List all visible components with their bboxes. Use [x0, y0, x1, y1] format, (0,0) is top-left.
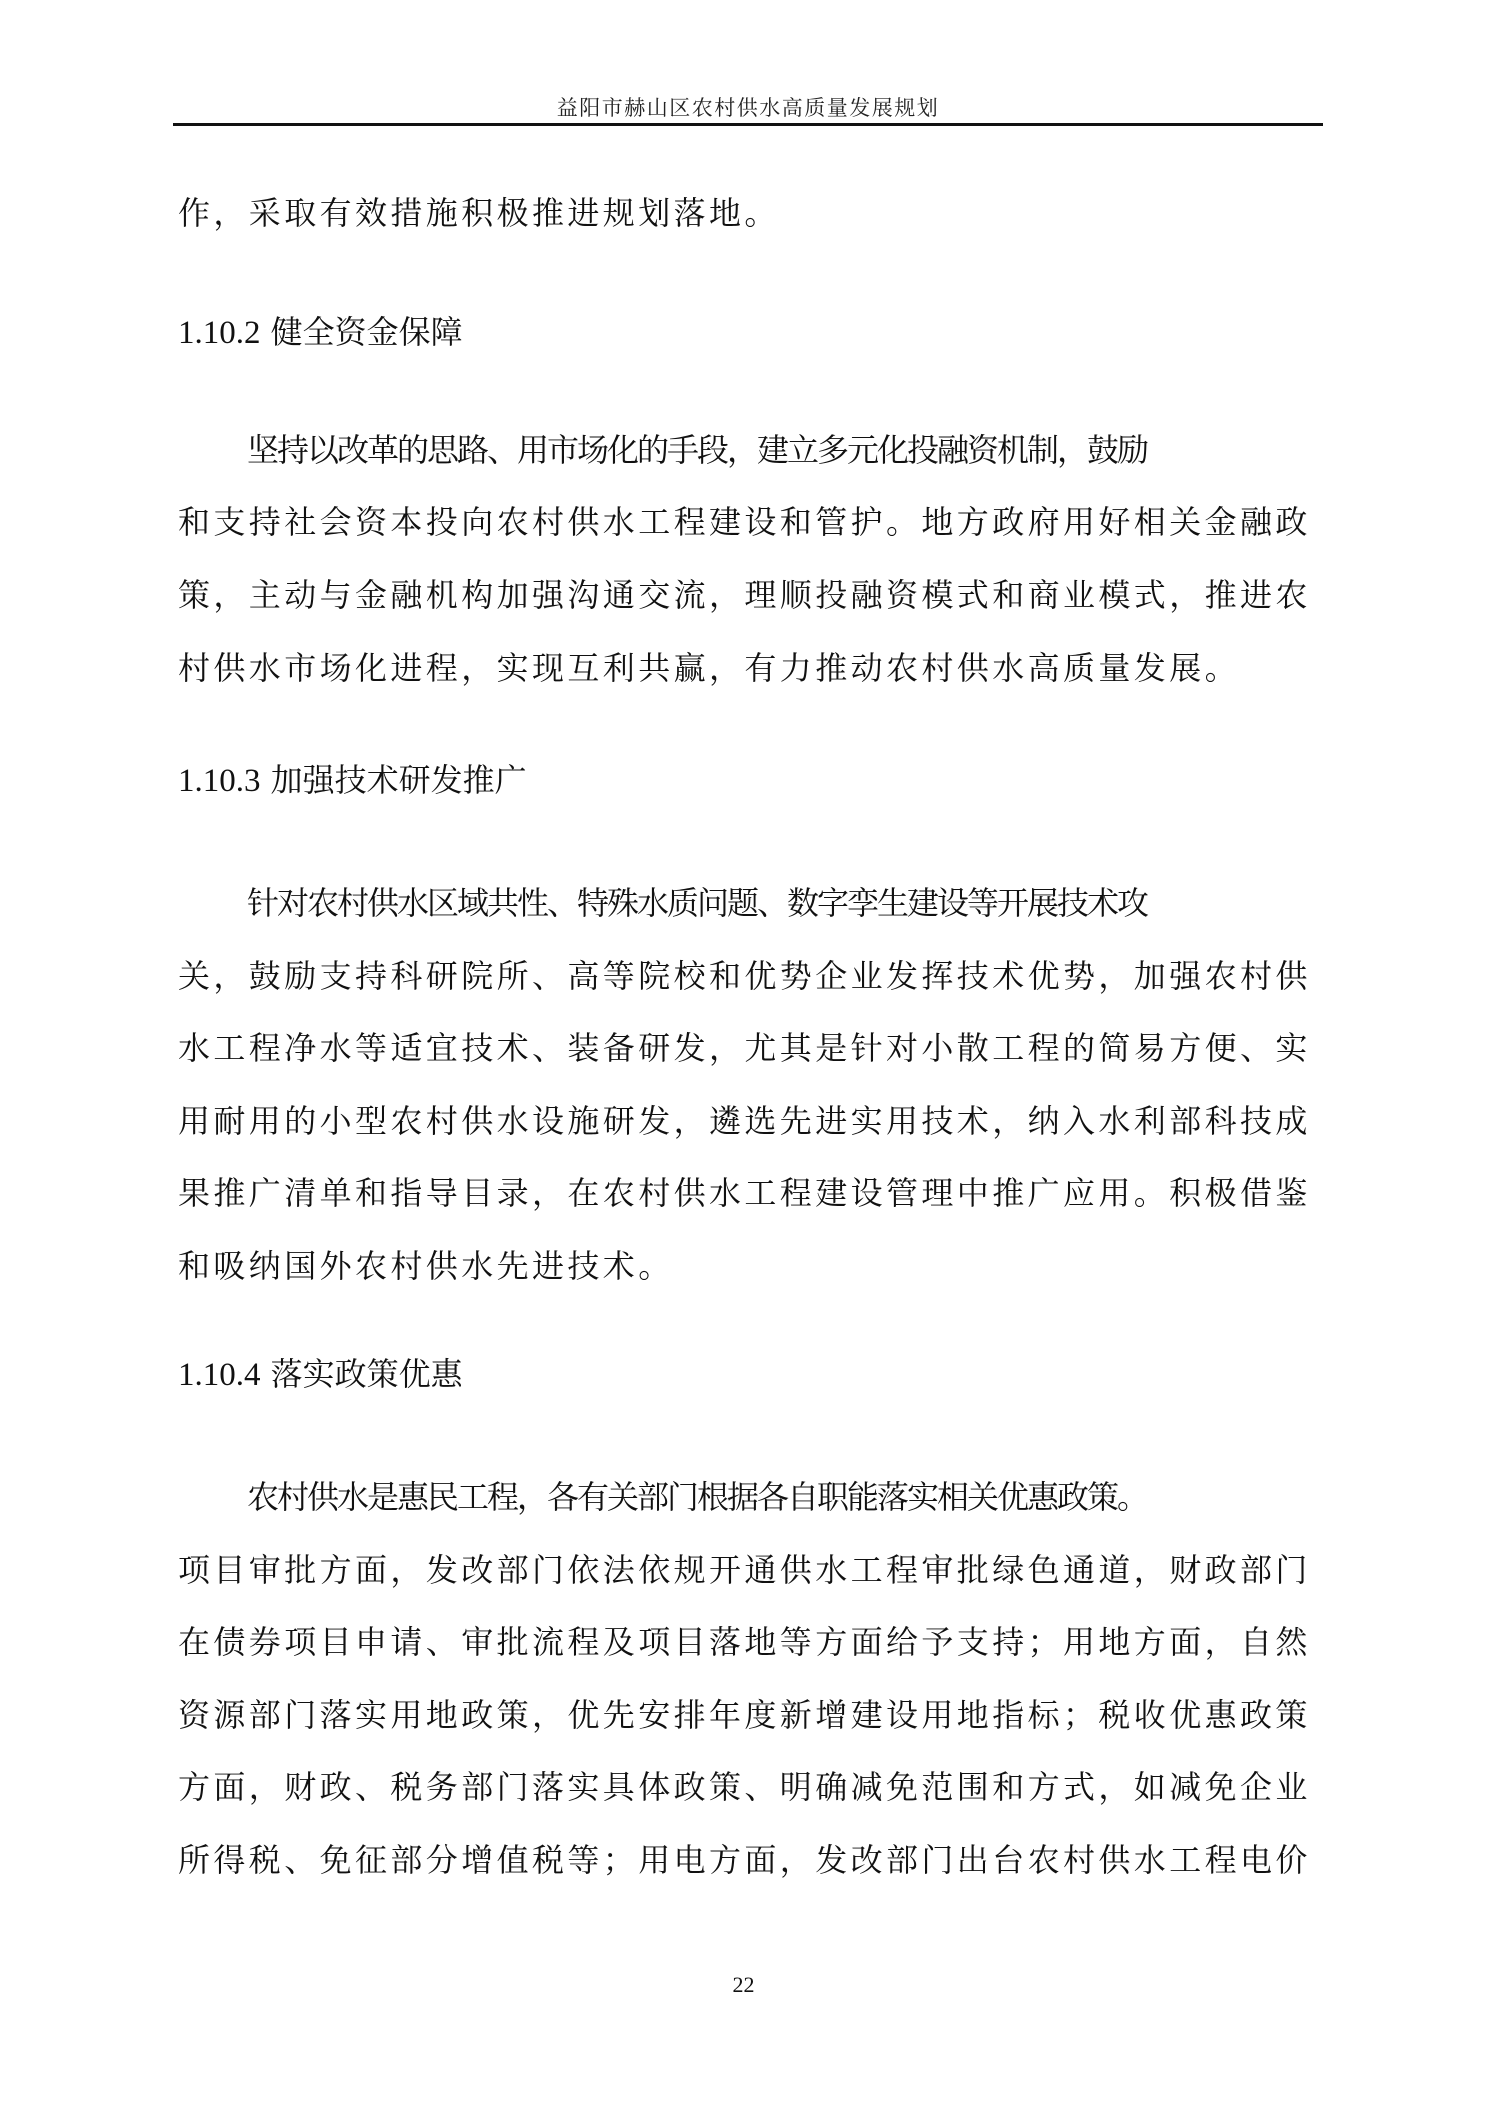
paragraph-line: 项目审批方面，发改部门依法依规开通供水工程审批绿色通道，财政部门	[178, 1551, 1311, 1589]
section-number: 1.10.3	[178, 763, 261, 799]
section-title: 健全资金保障	[270, 313, 463, 351]
header-rule	[173, 123, 1323, 126]
section-number: 1.10.2	[178, 315, 261, 351]
section-heading-1-10-3	[178, 760, 527, 801]
paragraph-line: 用耐用的小型农村供水设施研发，遴选先进实用技术，纳入水利部科技成	[178, 1102, 1311, 1140]
paragraph-line: 针对农村供水区域共性、特殊水质问题、数字孪生建设等开展技术攻	[247, 884, 1148, 922]
section-title: 加强技术研发推广	[270, 761, 527, 799]
paragraph-line: 作，采取有效措施积极推进规划落地。	[178, 194, 780, 232]
paragraph-line: 村供水市场化进程，实现互利共赢，有力推动农村供水高质量发展。	[178, 649, 1241, 687]
paragraph-line: 方面，财政、税务部门落实具体政策、明确减免范围和方式，如减免企业	[178, 1768, 1311, 1806]
paragraph-line: 果推广清单和指导目录，在农村供水工程建设管理中推广应用。积极借鉴	[178, 1174, 1311, 1212]
section-number: 1.10.4	[178, 1357, 261, 1393]
section-heading-1-10-2	[178, 312, 463, 353]
paragraph-line: 所得税、免征部分增值税等；用电方面，发改部门出台农村供水工程电价	[178, 1841, 1311, 1879]
paragraph-line: 和吸纳国外农村供水先进技术。	[178, 1247, 674, 1285]
section-title: 落实政策优惠	[270, 1355, 463, 1393]
paragraph-line: 水工程净水等适宜技术、装备研发，尤其是针对小散工程的简易方便、实	[178, 1029, 1311, 1067]
paragraph-line: 和支持社会资本投向农村供水工程建设和管护。地方政府用好相关金融政	[178, 503, 1311, 541]
section-heading-1-10-4	[178, 1354, 463, 1395]
paragraph-line: 坚持以改革的思路、用市场化的手段，建立多元化投融资机制，鼓励	[247, 431, 1148, 469]
page-number: 22	[732, 1972, 755, 1997]
paragraph-line: 关，鼓励支持科研院所、高等院校和优势企业发挥技术优势，加强农村供	[178, 957, 1311, 995]
running-header: 益阳市赫山区农村供水高质量发展规划	[556, 96, 940, 120]
paragraph-line: 策，主动与金融机构加强沟通交流，理顺投融资模式和商业模式，推进农	[178, 576, 1311, 614]
paragraph-line: 农村供水是惠民工程，各有关部门根据各自职能落实相关优惠政策。	[247, 1478, 1148, 1516]
paragraph-line: 资源部门落实用地政策，优先安排年度新增建设用地指标；税收优惠政策	[178, 1696, 1311, 1734]
paragraph-line: 在债券项目申请、审批流程及项目落地等方面给予支持；用地方面，自然	[178, 1623, 1311, 1661]
